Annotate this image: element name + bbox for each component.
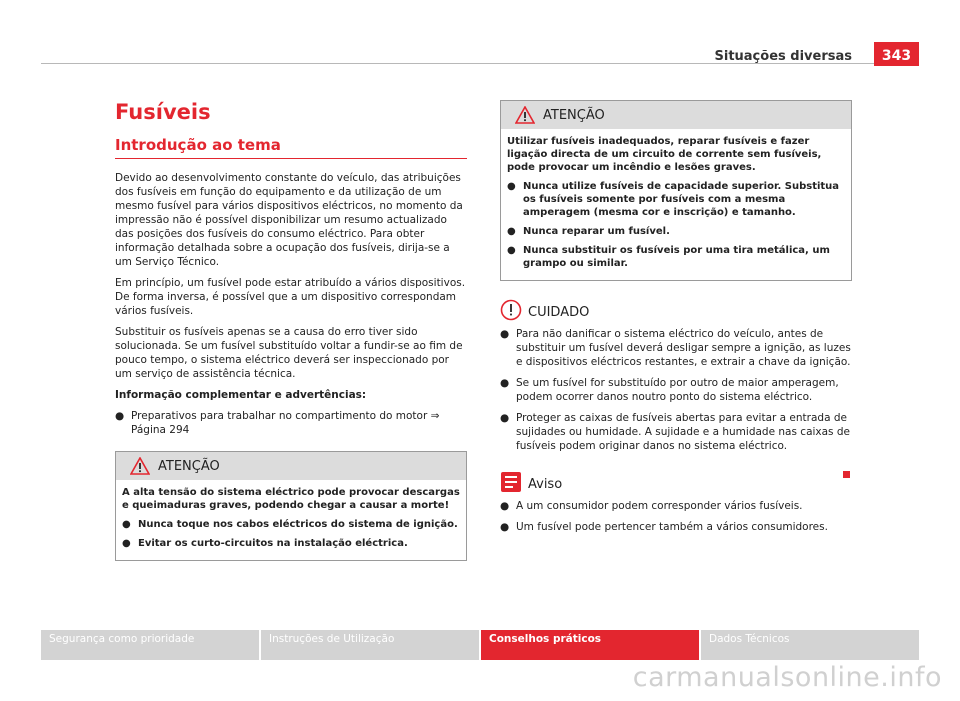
warning-bullet: Nunca substituir os fusíveis por uma tira metálica, um grampo ou similar. [523, 245, 830, 269]
list-item [507, 225, 845, 238]
warning-header [116, 452, 466, 480]
page-link[interactable]: Preparativos para trabalhar no compartimento do motor ⇒ Página 294 [131, 410, 440, 436]
bullet-icon: ● [500, 377, 510, 389]
list-item [500, 327, 852, 369]
section-title: Situações diversas [714, 49, 852, 64]
info-note-icon [500, 471, 522, 493]
list-item [500, 376, 852, 404]
bullet-icon: ● [122, 538, 131, 549]
bullet-icon: ● [500, 412, 510, 424]
warning-label: ATENÇÃO [158, 458, 220, 474]
section-end-marker [843, 471, 850, 478]
warning-triangle-icon [130, 457, 150, 475]
caution-bullet: Proteger as caixas de fusíveis abertas para evitar a entrada de sujidades ou humidade. A sujidade e a humidade nas caixas de fusíveis podem originar danos no sistema eléctrico. [516, 412, 850, 452]
list-item [507, 244, 845, 270]
warning-header [501, 101, 851, 129]
paragraph: Devido ao desenvolvimento constante do veículo, das atribuições dos fusíveis em função do equipamento e da utilização de um mesmo fusível para vários dispositivos eléctricos, no momento da impressão não é possível disponibilizar um resumo actualizado das posições dos fusíveis do consumo eléctrico. Para obter informação detalhada sobre a ocupação dos fusíveis, dirija-se a um Serviço Técnico. [115, 172, 463, 268]
list-item [507, 180, 845, 219]
bullet-icon: ● [507, 181, 516, 192]
note-label: Aviso [528, 476, 563, 492]
warning-triangle-icon [515, 106, 535, 124]
page-title: Fusíveis [115, 100, 211, 124]
caution-label: CUIDADO [528, 304, 590, 320]
paragraph: Substituir os fusíveis apenas se a causa do erro tiver sido solucionada. Se um fusível substituído voltar a fundir-se ao fim de pouco tempo, o sistema eléctrico deverá ser inspeccionado por um serviço de assistência técnica. [115, 326, 463, 380]
list-item [122, 518, 460, 531]
warning-label: ATENÇÃO [543, 107, 605, 123]
bullet-icon: ● [507, 226, 516, 237]
list-item [500, 411, 852, 453]
warning-box [115, 451, 467, 561]
bullet-icon: ● [500, 500, 510, 512]
paragraph: Em princípio, um fusível pode estar atribuído a vários dispositivos. De forma inversa, é possível que a um dispositivo correspondam vários fusíveis. [115, 277, 466, 317]
right-column [500, 100, 852, 541]
warning-bullet: Nunca utilize fusíveis de capacidade superior. Substitua os fusíveis somente por fusíveis com a mesma amperagem (mesma cor e inscrição) e tamanho. [523, 181, 840, 218]
list-item [500, 499, 852, 513]
note-bullet: Um fusível pode pertencer também a vários consumidores. [516, 521, 828, 533]
bullet-icon: ● [122, 519, 131, 530]
footer-tab-conselhos[interactable]: Conselhos práticos [481, 630, 699, 660]
page-number: 343 [874, 42, 919, 66]
warning-text: Utilizar fusíveis inadequados, reparar fusíveis e fazer ligação directa de um circuito de corrente sem fusíveis, pode provocar um incêndio e lesões graves. [507, 136, 822, 173]
caution-circle-icon [500, 299, 522, 321]
bullet-icon: ● [500, 328, 510, 340]
footer-tab-dados[interactable]: Dados Técnicos [701, 630, 919, 660]
note-header [500, 471, 852, 493]
info-heading: Informação complementar e advertências: [115, 389, 367, 401]
caution-bullet: Se um fusível for substituído por outro de maior amperagem, podem ocorrer danos noutro ponto do sistema eléctrico. [516, 377, 839, 403]
bullet-icon: ● [115, 410, 125, 422]
warning-bullet: Nunca reparar um fusível. [523, 226, 670, 237]
note-bullet: A um consumidor podem corresponder vários fusíveis. [516, 500, 803, 512]
footer-tab-seguranca[interactable]: Segurança como prioridade [41, 630, 259, 660]
footer-tab-instrucoes[interactable]: Instruções de Utilização [261, 630, 479, 660]
list-item [122, 537, 460, 550]
warning-box [500, 100, 852, 281]
bullet-icon: ● [500, 521, 510, 533]
watermark: carmanualsonline.info [632, 662, 942, 693]
bullet-icon: ● [507, 245, 516, 256]
footer-nav [41, 630, 919, 660]
list-item[interactable] [115, 409, 467, 437]
list-item [500, 520, 852, 534]
warning-bullet: Nunca toque nos cabos eléctricos do sistema de ignição. [138, 519, 458, 530]
caution-header [500, 299, 852, 321]
section-subtitle: Introdução ao tema [115, 136, 467, 159]
caution-bullet: Para não danificar o sistema eléctrico do veículo, antes de substituir um fusível deverá desligar sempre a ignição, as luzes e dispositivos eléctricos restantes, e extrair a chave da ignição. [516, 328, 851, 368]
left-column [115, 100, 467, 561]
warning-text: A alta tensão do sistema eléctrico pode provocar descargas e queimaduras graves, podendo chegar a causar a morte! [122, 487, 460, 511]
warning-bullet: Evitar os curto-circuitos na instalação eléctrica. [138, 538, 408, 549]
